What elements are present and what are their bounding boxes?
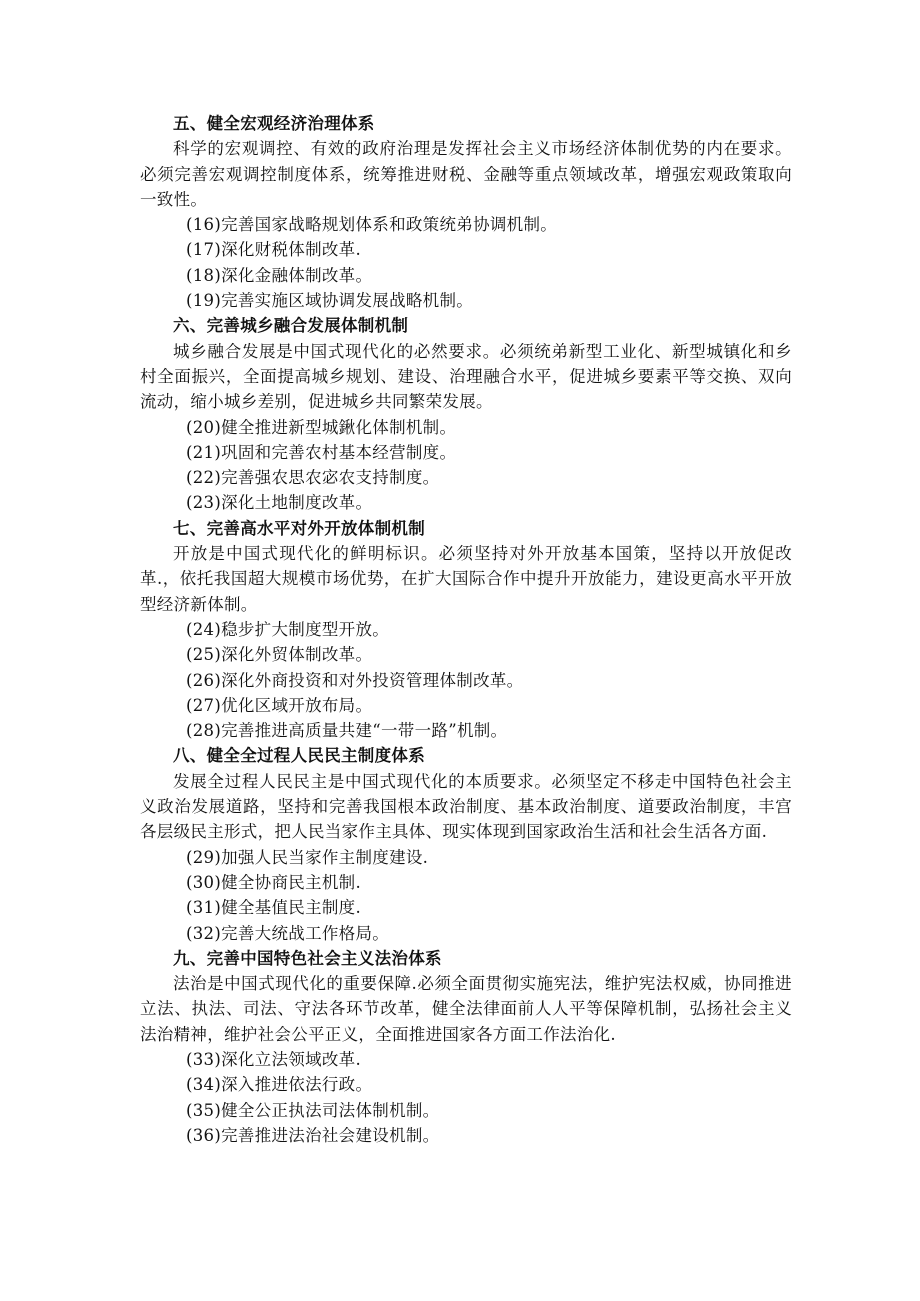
section-item-list xyxy=(140,212,792,313)
section-heading: 八、健全全过程人民民主制度体系 xyxy=(173,746,425,766)
section-item-list xyxy=(140,415,792,516)
section-paragraph: 法治是中国式现代化的重要保障.必须全面贯彻实施宪法，维护宪法权威，协同推进立法、执法、司法、守法各环节改革，健全法律面前人人平等保障机制，弘扬社会主义法治精神，维护社会公平正义，全面推进国家各方面工作法治化. xyxy=(140,974,792,1044)
section-heading: 六、完善城乡融合发展体制机制 xyxy=(173,316,409,336)
section-heading: 五、健全宏观经济治理体系 xyxy=(173,114,375,133)
section-item-list xyxy=(140,845,792,946)
list-item: (36)完善推进法治社会建设机制。 xyxy=(186,1125,440,1145)
list-item: (20)健全推进新型城鍬化体制机制。 xyxy=(186,417,457,437)
list-item: (28)完善推进高质量共建“一带一路”机制。 xyxy=(186,721,508,741)
list-item: (27)优化区域开放布局。 xyxy=(186,695,373,715)
list-item: (31)健全基值民主制度. xyxy=(186,898,362,918)
list-item: (26)深化外商投资和对外投资管理体制改革。 xyxy=(186,670,524,690)
list-item: (18)深化金融体制改革。 xyxy=(186,265,373,285)
section-paragraph: 城乡融合发展是中国式现代化的必然要求。必须统弟新型工业化、新型城镇化和乡村全面振兴，全面提高城乡规划、建设、治理融合水平，促进城乡要素平等交换、双向流动，缩小城乡差别，促进城乡共同繁荣发展。 xyxy=(140,341,792,412)
list-item: (22)完善强农思农宓农支持制度。 xyxy=(186,468,440,488)
section-paragraph: 开放是中国式现代化的鲜明标识。必须坚持对外开放基本国策，坚持以开放促改革.，依托我国超大规模市场优势，在扩大国际合作中提升开放能力，建设更高水平开放型经济新体制。 xyxy=(140,544,792,614)
section-paragraph: 科学的宏观调控、有效的政府治理是发挥社会主义市场经济体制优势的内在要求。必须完善宏观调控制度体系，统筹推进财税、金融等重点领域改革，增强宏观政策取向一致性。 xyxy=(140,139,792,209)
list-item: (17)深化财税体制改革. xyxy=(186,240,362,260)
section-7 xyxy=(140,516,792,744)
list-item: (21)巩固和完善农村基本经营制度。 xyxy=(186,442,457,462)
list-item: (34)深入推进依法行政。 xyxy=(186,1075,373,1095)
section-item-list xyxy=(140,1047,792,1148)
list-item: (23)深化土地制度改革。 xyxy=(186,493,373,513)
list-item: (32)完善大统战工作格局。 xyxy=(186,923,390,943)
list-item: (16)完善国家战略规划体系和政策统弟协调机制。 xyxy=(186,215,558,235)
list-item: (25)深化外贸体制改革。 xyxy=(186,645,373,665)
section-5 xyxy=(140,111,792,313)
list-item: (35)健全公正执法司法体制机制。 xyxy=(186,1100,440,1120)
list-item: (30)健全协商民主机制. xyxy=(186,872,362,892)
list-item: (19)完善实施区域协调发展战略机制。 xyxy=(186,291,474,311)
section-9 xyxy=(140,946,792,1148)
section-item-list xyxy=(140,617,792,743)
section-paragraph: 发展全过程人民民主是中国式现代化的本质要求。必须坚定不移走中国特色社会主义政治发展道路，坚持和完善我国根本政治制度、基本政治制度、道要政治制度，丰宫各层级民主形式，把人民当家作主具体、现实体现到国家政治生活和社会生活各方面. xyxy=(140,771,792,842)
list-item: (33)深化立法领域改革. xyxy=(186,1049,362,1069)
section-heading: 七、完善高水平对外开放体制机制 xyxy=(173,518,425,538)
section-8 xyxy=(140,743,792,945)
section-heading: 九、完善中国特色社会主义法治体系 xyxy=(173,948,442,968)
list-item: (24)稳步扩大制度型开放。 xyxy=(186,619,390,639)
section-6 xyxy=(140,313,792,515)
list-item: (29)加强人民当家作主制度建设. xyxy=(186,847,429,867)
document-body xyxy=(140,111,792,1148)
